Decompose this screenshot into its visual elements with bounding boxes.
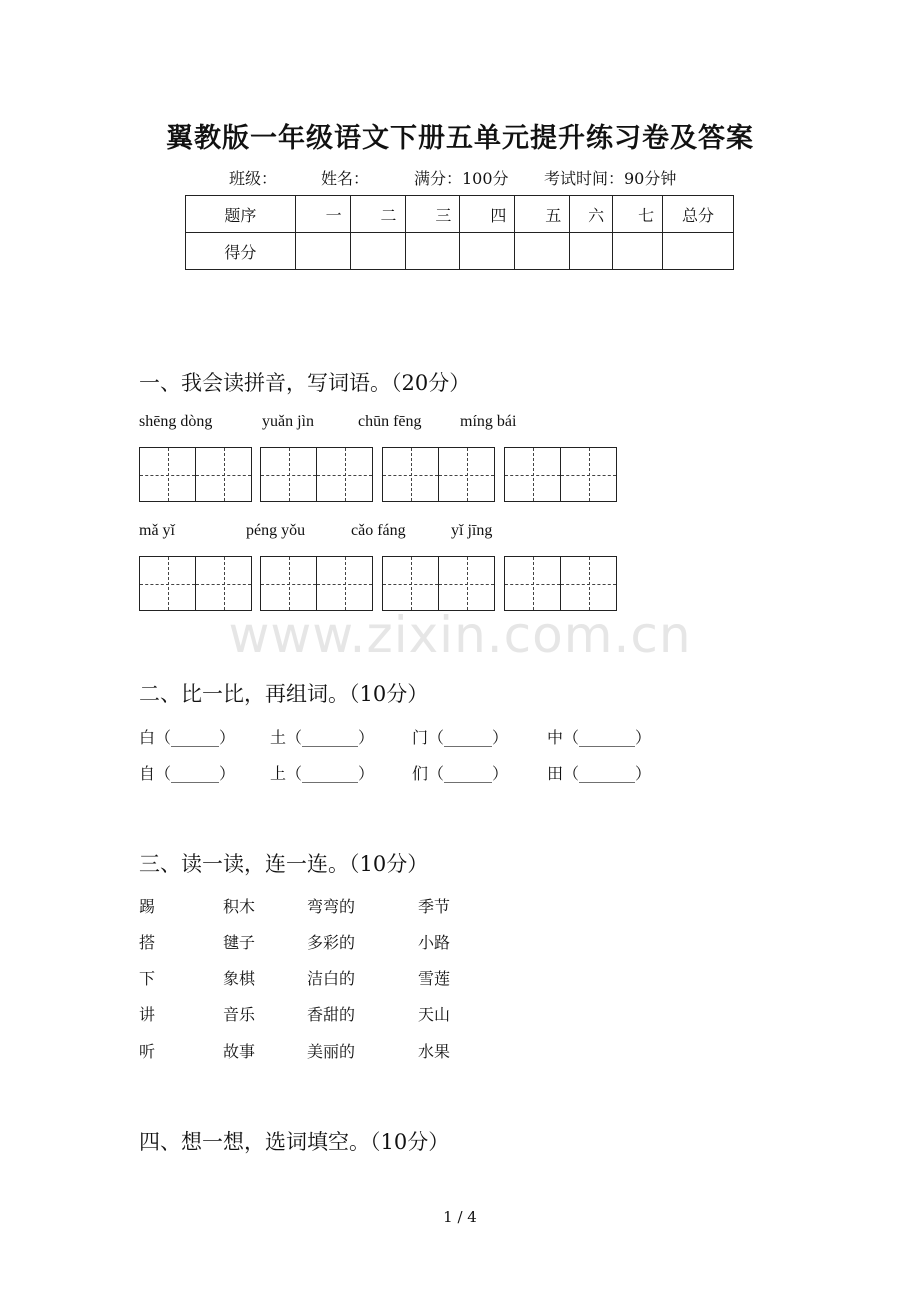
writing-grid[interactable] <box>260 556 373 611</box>
full-score: 满分：100分 <box>414 169 509 188</box>
score-cell[interactable] <box>460 233 515 270</box>
target-noun-item[interactable]: 水果 <box>418 1042 451 1061</box>
score-cell[interactable] <box>613 233 663 270</box>
compare-item[interactable]: 土（_______） <box>270 728 375 747</box>
adjective-item[interactable]: 弯弯的 <box>307 897 356 916</box>
adjective-item[interactable]: 香甜的 <box>307 1005 356 1024</box>
noun-item[interactable]: 毽子 <box>223 933 256 952</box>
pinyin: míng bái <box>460 413 517 430</box>
section-2-heading: 二、比一比，再组词。（10分） <box>139 682 429 706</box>
noun-item[interactable]: 故事 <box>223 1042 256 1061</box>
compare-item[interactable]: 门（______） <box>412 728 509 747</box>
score-cell[interactable] <box>350 233 405 270</box>
score-cell[interactable] <box>663 233 734 270</box>
noun-item[interactable]: 积木 <box>223 897 256 916</box>
header-cell: 四 <box>460 196 515 233</box>
compare-item[interactable]: 们（______） <box>412 764 509 783</box>
score-table-score-row <box>186 233 734 270</box>
compare-item[interactable]: 田（_______） <box>547 764 652 783</box>
compare-item[interactable]: 中（_______） <box>547 728 652 747</box>
compare-item[interactable]: 白（______） <box>139 728 236 747</box>
writing-grid[interactable] <box>504 556 617 611</box>
writing-grid[interactable] <box>260 447 373 502</box>
header-cell: 一 <box>295 196 350 233</box>
name-label: 姓名： <box>321 169 370 188</box>
compare-item[interactable]: 上（_______） <box>270 764 375 783</box>
score-table <box>185 195 734 270</box>
score-cell[interactable] <box>570 233 613 270</box>
verb-item[interactable]: 下 <box>139 969 156 988</box>
header-cell: 六 <box>570 196 613 233</box>
header-cell: 三 <box>405 196 460 233</box>
verb-item[interactable]: 听 <box>139 1042 156 1061</box>
pinyin: yǐ jīng <box>451 522 493 539</box>
target-noun-item[interactable]: 季节 <box>418 897 451 916</box>
noun-item[interactable]: 象棋 <box>223 969 256 988</box>
score-cell[interactable] <box>515 233 570 270</box>
header-cell: 总分 <box>663 196 734 233</box>
document-title: 翼教版一年级语文下册五单元提升练习卷及答案 <box>166 123 754 154</box>
pinyin: péng yǒu <box>246 522 306 539</box>
section-3-heading: 三、读一读，连一连。（10分） <box>139 852 429 876</box>
writing-grid[interactable] <box>139 556 252 611</box>
section-4-heading: 四、想一想，选词填空。（10分） <box>139 1130 450 1154</box>
verb-item[interactable]: 搭 <box>139 933 156 952</box>
adjective-item[interactable]: 洁白的 <box>307 969 356 988</box>
writing-grid[interactable] <box>504 447 617 502</box>
page-number: 1 / 4 <box>443 1208 477 1226</box>
target-noun-item[interactable]: 天山 <box>418 1005 451 1024</box>
score-row-label: 得分 <box>186 233 296 270</box>
compare-item[interactable]: 自（______） <box>139 764 236 783</box>
writing-grid[interactable] <box>382 556 495 611</box>
score-table-header-row <box>186 196 734 233</box>
header-cell: 五 <box>515 196 570 233</box>
section-1-heading: 一、我会读拼音，写词语。（20分） <box>139 371 471 395</box>
noun-item[interactable]: 音乐 <box>223 1005 256 1024</box>
pinyin: shēng dòng <box>139 413 213 430</box>
watermark: www.zixin.com.cn <box>228 606 692 664</box>
pinyin: yuǎn jìn <box>262 413 314 430</box>
header-cell: 二 <box>350 196 405 233</box>
writing-grid[interactable] <box>139 447 252 502</box>
exam-time: 考试时间：90分钟 <box>544 169 677 188</box>
class-label: 班级： <box>229 169 278 188</box>
score-cell[interactable] <box>405 233 460 270</box>
pinyin: mǎ yǐ <box>139 522 175 539</box>
header-cell: 七 <box>613 196 663 233</box>
verb-item[interactable]: 讲 <box>139 1005 156 1024</box>
adjective-item[interactable]: 多彩的 <box>307 933 356 952</box>
verb-item[interactable]: 踢 <box>139 897 156 916</box>
adjective-item[interactable]: 美丽的 <box>307 1042 356 1061</box>
target-noun-item[interactable]: 小路 <box>418 933 451 952</box>
pinyin: cǎo fáng <box>351 522 406 539</box>
pinyin: chūn fēng <box>358 413 422 430</box>
header-cell: 题序 <box>186 196 296 233</box>
target-noun-item[interactable]: 雪莲 <box>418 969 451 988</box>
score-cell[interactable] <box>295 233 350 270</box>
writing-grid[interactable] <box>382 447 495 502</box>
